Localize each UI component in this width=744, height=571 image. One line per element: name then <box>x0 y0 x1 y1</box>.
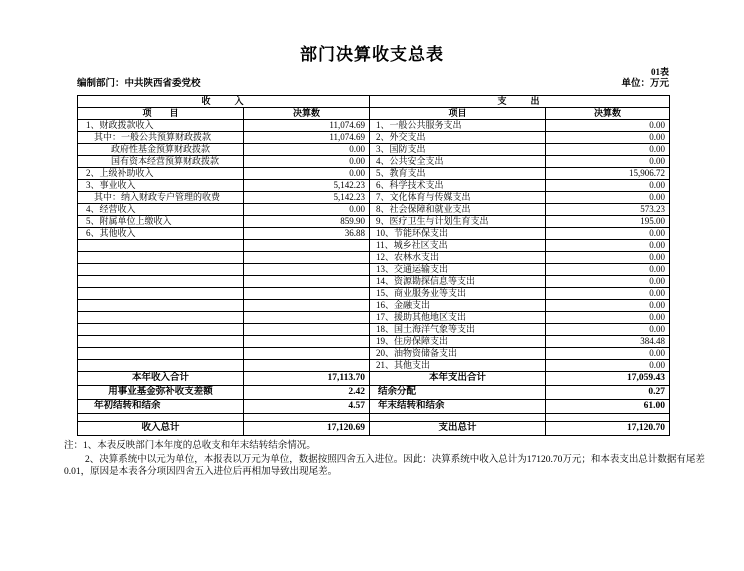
expenditure-amount: 0.00 <box>546 228 670 240</box>
income-amount: 859.90 <box>244 216 370 228</box>
expenditure-amount: 0.00 <box>546 120 670 132</box>
table-row <box>78 132 670 144</box>
table-number: 01表 <box>650 67 669 77</box>
income-item-label: 2、上级补助收入 <box>78 168 244 180</box>
expenditure-amount: 573.23 <box>546 204 670 216</box>
expenditure-item-label: 19、住房保障支出 <box>370 336 546 348</box>
summary-row <box>78 400 670 414</box>
income-item-label: 政府性基金预算财政拨款 <box>78 144 244 156</box>
footnote-2: 2、决算系统中以元为单位，本报表以万元为单位，数据按照四舍五入进位。因此：决算系统中收入总计为17120.70万元；和本表支出总计数据有尾差0.01，原因是本表各分项因四舍五入进位后再相加导致出现尾差。 <box>64 454 705 477</box>
expenditure-amount: 0.00 <box>546 180 670 192</box>
income-item-label <box>78 288 244 300</box>
column-header-row <box>78 108 670 120</box>
income-item-label: 4、经营收入 <box>78 204 244 216</box>
income-item-label <box>78 336 244 348</box>
spacer-row <box>78 414 670 422</box>
income-summary-label: 年初结转和结余 <box>78 400 244 414</box>
expenditure-item-label: 17、援助其他地区支出 <box>370 312 546 324</box>
expenditure-item-column-header: 项目 <box>370 108 546 120</box>
income-summary-amount: 17,113.70 <box>244 372 370 386</box>
income-amount <box>244 360 370 372</box>
expenditure-amount: 0.00 <box>546 288 670 300</box>
expenditure-item-label: 18、国土海洋气象等支出 <box>370 324 546 336</box>
expenditure-item-label: 8、社会保障和就业支出 <box>370 204 546 216</box>
income-item-label: 其中：一般公共预算财政拨款 <box>78 132 244 144</box>
expenditure-amount: 0.00 <box>546 348 670 360</box>
expenditure-summary-label <box>370 414 546 422</box>
income-summary-amount: 17,120.69 <box>244 422 370 436</box>
expenditure-summary-label: 本年支出合计 <box>370 372 546 386</box>
income-amount <box>244 336 370 348</box>
expenditure-item-label: 13、交通运输支出 <box>370 264 546 276</box>
expenditure-amount: 0.00 <box>546 240 670 252</box>
expenditure-summary-amount <box>546 414 670 422</box>
income-summary-amount <box>244 414 370 422</box>
table-row <box>78 204 670 216</box>
expenditure-item-label: 7、文化体育与传媒支出 <box>370 192 546 204</box>
expenditure-amount: 0.00 <box>546 156 670 168</box>
footnotes <box>64 440 712 479</box>
expenditure-amount: 195.00 <box>546 216 670 228</box>
table-row <box>78 252 670 264</box>
table-row <box>78 360 670 372</box>
expenditure-item-label: 12、农林水支出 <box>370 252 546 264</box>
expenditure-amount: 0.00 <box>546 360 670 372</box>
income-amount <box>244 300 370 312</box>
income-section-header: 收 入 <box>78 96 370 108</box>
expenditure-summary-label: 结余分配 <box>370 386 546 400</box>
expenditure-summary-amount: 0.27 <box>546 386 670 400</box>
income-amount <box>244 276 370 288</box>
income-summary-amount: 2.42 <box>244 386 370 400</box>
expenditure-amount: 0.00 <box>546 252 670 264</box>
table-row <box>78 156 670 168</box>
expenditure-item-label: 21、其他支出 <box>370 360 546 372</box>
expenditure-item-label: 9、医疗卫生与计划生育支出 <box>370 216 546 228</box>
income-amount-column-header: 决算数 <box>244 108 370 120</box>
expenditure-summary-label: 年末结转和结余 <box>370 400 546 414</box>
income-summary-label: 本年收入合计 <box>78 372 244 386</box>
income-amount: 0.00 <box>244 204 370 216</box>
table-row <box>78 324 670 336</box>
expenditure-summary-amount: 61.00 <box>546 400 670 414</box>
income-item-label: 6、其他收入 <box>78 228 244 240</box>
unit-label: 单位：万元 <box>621 79 669 89</box>
income-amount: 11,074.69 <box>244 120 370 132</box>
income-amount <box>244 264 370 276</box>
expenditure-amount: 15,906.72 <box>546 168 670 180</box>
expenditure-amount: 0.00 <box>546 192 670 204</box>
table-row <box>78 336 670 348</box>
income-amount: 5,142.23 <box>244 192 370 204</box>
income-amount: 36.88 <box>244 228 370 240</box>
expenditure-item-label: 1、一般公共服务支出 <box>370 120 546 132</box>
income-item-label: 3、事业收入 <box>78 180 244 192</box>
summary-row <box>78 422 670 436</box>
summary-row <box>78 372 670 386</box>
table-row <box>78 264 670 276</box>
expenditure-amount-column-header: 决算数 <box>546 108 670 120</box>
table-row <box>78 312 670 324</box>
income-item-label <box>78 264 244 276</box>
expenditure-item-label: 16、金融支出 <box>370 300 546 312</box>
footnote-1: 注：1、本表反映部门本年度的总收支和年末结转结余情况。 <box>64 441 316 451</box>
table-row <box>78 348 670 360</box>
expenditure-summary-amount: 17,120.70 <box>546 422 670 436</box>
income-amount: 0.00 <box>244 156 370 168</box>
expenditure-item-label: 3、国防支出 <box>370 144 546 156</box>
income-amount: 5,142.23 <box>244 180 370 192</box>
income-summary-label <box>78 414 244 422</box>
document-body <box>77 67 669 436</box>
income-amount <box>244 288 370 300</box>
income-item-label <box>78 240 244 252</box>
income-amount: 0.00 <box>244 168 370 180</box>
expenditure-amount: 0.00 <box>546 264 670 276</box>
expenditure-item-label: 5、教育支出 <box>370 168 546 180</box>
prepared-by: 编制部门：中共陕西省委党校 <box>77 79 201 89</box>
expenditure-summary-label: 支出总计 <box>370 422 546 436</box>
income-item-label: 国有资本经营预算财政拨款 <box>78 156 244 168</box>
expenditure-amount: 0.00 <box>546 144 670 156</box>
table-row <box>78 168 670 180</box>
income-item-label <box>78 252 244 264</box>
table-row <box>78 192 670 204</box>
income-amount <box>244 252 370 264</box>
meta-line <box>77 78 669 91</box>
summary-row <box>78 386 670 400</box>
expenditure-item-label: 4、公共安全支出 <box>370 156 546 168</box>
expenditure-item-label: 20、油物资储备支出 <box>370 348 546 360</box>
table-row <box>78 216 670 228</box>
income-item-column-header: 项 目 <box>78 108 244 120</box>
income-amount <box>244 348 370 360</box>
expenditure-item-label: 10、节能环保支出 <box>370 228 546 240</box>
table-row <box>78 288 670 300</box>
table-row <box>78 120 670 132</box>
section-header-row <box>78 96 670 108</box>
expenditure-summary-amount: 17,059.43 <box>546 372 670 386</box>
income-item-label <box>78 324 244 336</box>
income-item-label <box>78 348 244 360</box>
expenditure-amount: 0.00 <box>546 324 670 336</box>
expenditure-section-header: 支 出 <box>370 96 670 108</box>
budget-summary-table <box>77 95 670 436</box>
income-summary-amount: 4.57 <box>244 400 370 414</box>
income-item-label: 其中：纳入财政专户管理的收费 <box>78 192 244 204</box>
expenditure-amount: 384.48 <box>546 336 670 348</box>
income-amount <box>244 240 370 252</box>
table-row <box>78 300 670 312</box>
income-amount: 11,074.69 <box>244 132 370 144</box>
income-item-label <box>78 300 244 312</box>
expenditure-amount: 0.00 <box>546 300 670 312</box>
income-amount <box>244 312 370 324</box>
table-row <box>78 240 670 252</box>
income-item-label <box>78 276 244 288</box>
table-row <box>78 228 670 240</box>
expenditure-item-label: 15、商业服务业等支出 <box>370 288 546 300</box>
table-row <box>78 144 670 156</box>
page-title: 部门决算收支总表 <box>300 45 444 64</box>
income-item-label: 5、附属单位上缴收入 <box>78 216 244 228</box>
expenditure-amount: 0.00 <box>546 276 670 288</box>
income-item-label: 1、财政拨款收入 <box>78 120 244 132</box>
expenditure-item-label: 11、城乡社区支出 <box>370 240 546 252</box>
income-summary-label: 用事业基金弥补收支差额 <box>78 386 244 400</box>
expenditure-item-label: 6、科学技术支出 <box>370 180 546 192</box>
expenditure-item-label: 14、资源勘探信息等支出 <box>370 276 546 288</box>
table-row <box>78 276 670 288</box>
table-row <box>78 180 670 192</box>
expenditure-amount: 0.00 <box>546 132 670 144</box>
income-summary-label: 收入总计 <box>78 422 244 436</box>
income-item-label <box>78 312 244 324</box>
expenditure-item-label: 2、外交支出 <box>370 132 546 144</box>
income-item-label <box>78 360 244 372</box>
income-amount <box>244 324 370 336</box>
income-amount: 0.00 <box>244 144 370 156</box>
expenditure-amount: 0.00 <box>546 312 670 324</box>
